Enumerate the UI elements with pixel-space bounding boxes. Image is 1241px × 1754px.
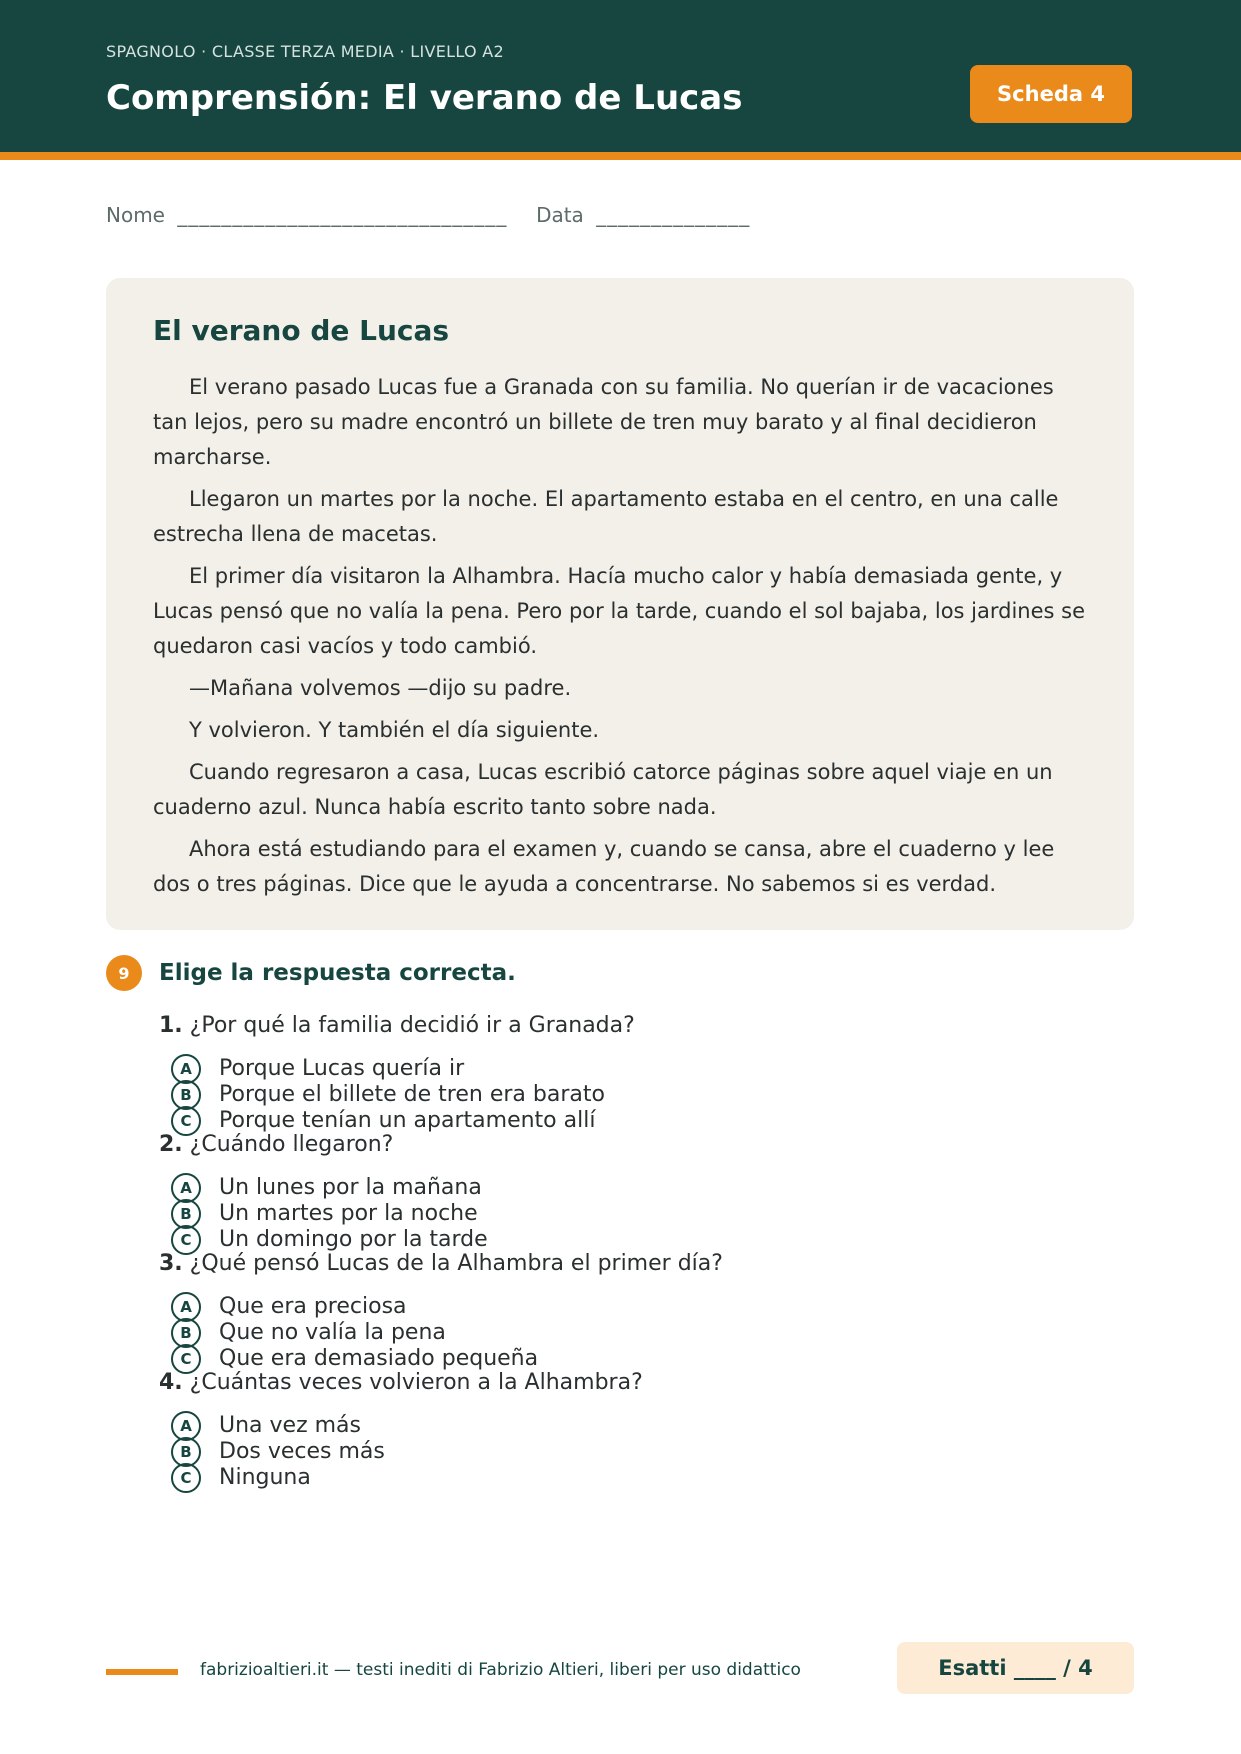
name-field[interactable]: ______________________________ xyxy=(177,203,508,227)
sheet-badge: Scheda 4 xyxy=(970,65,1132,123)
option-text: Un lunes por la mañana xyxy=(219,1175,482,1200)
date-label: Data xyxy=(536,203,584,227)
footer-credit: fabrizioaltieri.it — testi inediti di Fabrizio Altieri, liberi per uso didattico xyxy=(200,1660,801,1680)
option-letter-circle[interactable]: C xyxy=(171,1225,201,1255)
reading-paragraph: El primer día visitaron la Alhambra. Hacía mucho calor y había demasiada gente, y Lucas pensó que no valía la pena. Pero por la tarde, cuando el sol bajaba, los jardines se quedaron casi vacíos y todo cambió. xyxy=(153,564,1085,658)
option-text: Porque tenían un apartamento allí xyxy=(219,1108,596,1133)
reading-paragraph: Ahora está estudiando para el examen y, cuando se cansa, abre el cuaderno y lee dos o tres páginas. Dice que le ayuda a concentrarse. No sabemos si es verdad. xyxy=(153,837,1055,896)
option-text: Que era preciosa xyxy=(219,1294,407,1319)
option-text: Porque el billete de tren era barato xyxy=(219,1082,605,1107)
reading-paragraph: Llegaron un martes por la noche. El apartamento estaba en el centro, en una calle estrecha llena de macetas. xyxy=(153,487,1059,546)
reading-paragraph: Cuando regresaron a casa, Lucas escribió catorce páginas sobre aquel viaje en un cuaderno azul. Nunca había escrito tanto sobre nada. xyxy=(153,760,1053,819)
reading-box xyxy=(106,278,1134,930)
answer-option[interactable] xyxy=(159,1465,1059,1491)
option-letter-circle[interactable]: A xyxy=(171,1411,201,1441)
question-number: 1. xyxy=(159,1013,183,1038)
header-accent-stripe xyxy=(0,152,1241,160)
answer-option[interactable] xyxy=(159,1175,1059,1201)
option-letter-circle[interactable]: A xyxy=(171,1054,201,1084)
course-kicker: SPAGNOLO · CLASSE TERZA MEDIA · LIVELLO A2 xyxy=(106,42,505,61)
question-label: ¿Cuándo llegaron? xyxy=(189,1132,394,1157)
option-text: Ninguna xyxy=(219,1465,311,1490)
answer-options xyxy=(159,1294,1059,1372)
answer-option[interactable] xyxy=(159,1294,1059,1320)
option-letter-circle[interactable]: A xyxy=(171,1292,201,1322)
option-letter-circle[interactable]: B xyxy=(171,1318,201,1348)
footer-accent-bar xyxy=(106,1669,178,1675)
answer-option[interactable] xyxy=(159,1413,1059,1439)
answer-options xyxy=(159,1175,1059,1253)
exercise-instruction: Elige la respuesta correcta. xyxy=(159,960,516,986)
question-text xyxy=(159,1369,1059,1397)
exercise-number-badge: 9 xyxy=(106,955,142,991)
question-number: 4. xyxy=(159,1370,183,1395)
option-text: Porque Lucas quería ir xyxy=(219,1056,465,1081)
answer-options xyxy=(159,1056,1059,1134)
reading-title: El verano de Lucas xyxy=(153,314,450,347)
option-letter-circle[interactable]: B xyxy=(171,1437,201,1467)
question-number: 2. xyxy=(159,1132,183,1157)
question-item xyxy=(159,1012,1059,1134)
answer-options xyxy=(159,1413,1059,1491)
option-text: Que era demasiado pequeña xyxy=(219,1346,539,1371)
answer-option[interactable] xyxy=(159,1056,1059,1082)
question-text xyxy=(159,1131,1059,1159)
option-text: Dos veces más xyxy=(219,1439,385,1464)
page-title: Comprensión: El verano de Lucas xyxy=(106,78,743,118)
reading-text xyxy=(153,370,1088,909)
student-fields xyxy=(106,203,750,227)
option-letter-circle[interactable]: A xyxy=(171,1173,201,1203)
name-label: Nome xyxy=(106,203,165,227)
reading-paragraph: —Mañana volvemos —dijo su padre. xyxy=(189,676,572,700)
question-item xyxy=(159,1131,1059,1253)
question-label: ¿Cuántas veces volvieron a la Alhambra? xyxy=(189,1370,643,1395)
score-box: Esatti ____ / 4 xyxy=(897,1642,1134,1694)
option-letter-circle[interactable]: B xyxy=(171,1080,201,1110)
option-text: Un domingo por la tarde xyxy=(219,1227,488,1252)
option-letter-circle[interactable]: C xyxy=(171,1463,201,1493)
header-band xyxy=(0,0,1241,152)
question-text xyxy=(159,1250,1059,1278)
question-text xyxy=(159,1012,1059,1040)
answer-option[interactable] xyxy=(159,1320,1059,1346)
reading-paragraph: Y volvieron. Y también el día siguiente. xyxy=(189,718,600,742)
answer-option[interactable] xyxy=(159,1201,1059,1227)
question-item xyxy=(159,1250,1059,1372)
answer-option[interactable] xyxy=(159,1082,1059,1108)
option-letter-circle[interactable]: C xyxy=(171,1106,201,1136)
answer-option[interactable] xyxy=(159,1439,1059,1465)
option-text: Un martes por la noche xyxy=(219,1201,478,1226)
reading-paragraph: El verano pasado Lucas fue a Granada con su familia. No querían ir de vacaciones tan lejos, pero su madre encontró un billete de tren muy barato y al final decidieron marcharse. xyxy=(153,375,1054,469)
question-label: ¿Qué pensó Lucas de la Alhambra el primer día? xyxy=(189,1251,723,1276)
option-letter-circle[interactable]: B xyxy=(171,1199,201,1229)
question-number: 3. xyxy=(159,1251,183,1276)
option-text: Que no valía la pena xyxy=(219,1320,446,1345)
question-label: ¿Por qué la familia decidió ir a Granada? xyxy=(189,1013,635,1038)
date-field[interactable]: ______________ xyxy=(596,203,751,227)
question-item xyxy=(159,1369,1059,1491)
option-text: Una vez más xyxy=(219,1413,361,1438)
option-letter-circle[interactable]: C xyxy=(171,1344,201,1374)
